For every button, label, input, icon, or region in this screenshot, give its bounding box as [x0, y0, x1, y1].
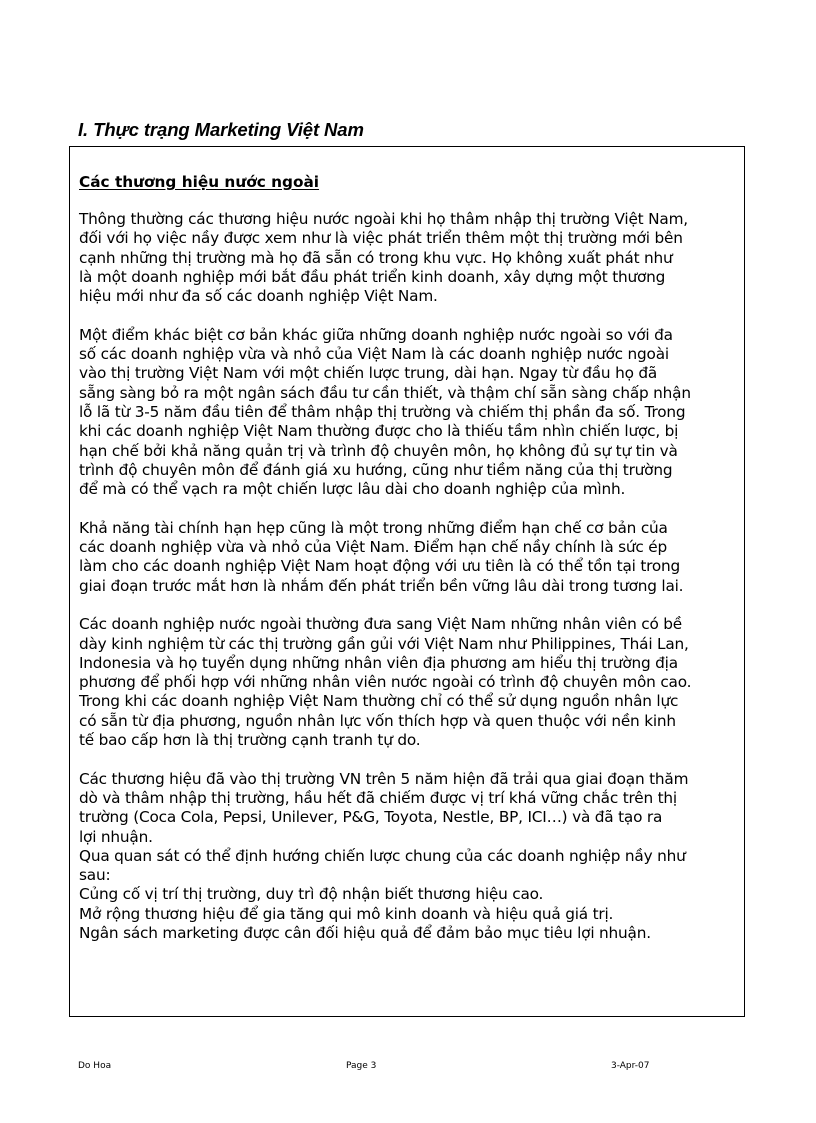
- content-box: [69, 146, 745, 1017]
- text-line: có sẵn từ địa phương, nguồn nhân lực vốn thích hợp và quen thuộc với nền kinh: [79, 711, 676, 730]
- text-line: Thông thường các thương hiệu nước ngoài khi họ thâm nhập thị trường Việt Nam,: [79, 210, 688, 228]
- paragraph-4: [79, 615, 741, 750]
- text-line: Các thương hiệu đã vào thị trường VN trên 5 năm hiện đã trải qua giai đoạn thăm: [79, 769, 689, 788]
- text-line: cạnh những thị trường mà họ đã sẵn có trong khu vực. Họ không xuất phát như: [79, 248, 673, 267]
- text-line: giai đoạn trước mắt hơn là nhắm đến phát triển bền vững lâu dài trong tương lai.: [79, 576, 684, 595]
- paragraph-2: [79, 326, 741, 500]
- text-line: các doanh nghiệp vừa và nhỏ của Việt Nam. Điểm hạn chế nầy chính là sức ép: [79, 538, 668, 557]
- text-line: dò và thâm nhập thị trường, hầu hết đã chiếm được vị trí khá vững chắc trên thị: [79, 788, 677, 807]
- text-line: Các doanh nghiệp nước ngoài thường đưa sang Việt Nam những nhân viên có bề: [79, 615, 683, 634]
- text-line: làm cho các doanh nghiệp Việt Nam hoạt động với ưu tiên là có thể tồn tại trong: [79, 557, 681, 576]
- text-line: là một doanh nghiệp mới bắt đầu phát triển kinh doanh, xây dựng một thương: [79, 267, 666, 286]
- paragraph-1: [79, 210, 741, 306]
- text-line: lợi nhuận.: [79, 827, 153, 846]
- text-line: để mà có thể vạch ra một chiến lược lâu dài cho doanh nghiệp của mình.: [79, 480, 626, 499]
- footer-author: Do Hoa: [78, 1061, 112, 1071]
- text-line: Một điểm khác biệt cơ bản khác giữa những doanh nghiệp nước ngoài so với đa: [79, 325, 673, 344]
- text-line: vào thị trường Việt Nam với một chiến lược trung, dài hạn. Ngay từ đầu họ đã: [79, 364, 658, 383]
- footer-date: 3-Apr-07: [611, 1061, 650, 1071]
- text-line: hiệu mới như đa số các doanh nghiệp Việt Nam.: [79, 287, 438, 306]
- text-line: sau:: [79, 866, 111, 885]
- text-line: tế bao cấp hơn là thị trường cạnh tranh tự do.: [79, 731, 421, 750]
- section-heading: Các thương hiệu nước ngoài: [79, 173, 320, 191]
- text-line: Trong khi các doanh nghiệp Việt Nam thường chỉ có thể sử dụng nguồn nhân lực: [79, 692, 679, 711]
- text-line: trình độ chuyên môn để đánh giá xu hướng, cũng như tiềm năng của thị trường: [79, 460, 673, 479]
- text-line: Ngân sách marketing được cân đối hiệu quả để đảm bảo mục tiêu lợi nhuận.: [79, 923, 651, 942]
- text-line: Qua quan sát có thể định hướng chiến lược chung của các doanh nghiệp nầy như: [79, 846, 686, 865]
- paragraph-3: [79, 519, 741, 596]
- text-line: Khả năng tài chính hạn hẹp cũng là một trong những điểm hạn chế cơ bản của: [79, 518, 668, 537]
- text-line: số các doanh nghiệp vừa và nhỏ của Việt Nam là các doanh nghiệp nước ngoài: [79, 345, 669, 364]
- text-line: đối với họ việc nầy được xem như là việc phát triển thêm một thị trường mới bên: [79, 229, 683, 248]
- text-line: hạn chế bởi khả năng quản trị và trình độ chuyên môn, họ không đủ sự tự tin và: [79, 441, 678, 460]
- paragraph-5: [79, 770, 741, 944]
- text-line: lỗ lã từ 3-5 năm đầu tiên để thâm nhập thị trường và chiếm thị phần đa số. Trong: [79, 402, 686, 421]
- text-line: Củng cố vị trí thị trường, duy trì độ nhận biết thương hiệu cao.: [79, 885, 544, 904]
- text-line: sẵng sàng bỏ ra một ngân sách đầu tư cần thiết, và thậm chí sẵn sàng chấp nhận: [79, 383, 691, 402]
- text-line: Indonesia và họ tuyển dụng những nhân viên địa phương am hiểu thị trường địa: [79, 653, 678, 672]
- text-line: khi các doanh nghiệp Việt Nam thường được cho là thiếu tầm nhìn chiến lược, bị: [79, 422, 679, 441]
- text-line: phương để phối hợp với những nhân viên nước ngoài có trình độ chuyên môn cao.: [79, 673, 692, 692]
- body-text: [79, 210, 741, 943]
- text-line: trường (Coca Cola, Pepsi, Unilever, P&G, Toyota, Nestle, BP, ICI…) và đã tạo ra: [79, 808, 663, 827]
- text-line: dày kinh nghiệm từ các thị trường gần gủi với Việt Nam như Philippines, Thái Lan,: [79, 634, 689, 653]
- page-title: I. Thực trạng Marketing Việt Nam: [78, 119, 364, 140]
- footer-page-number: Page 3: [346, 1061, 377, 1071]
- text-line: Mở rộng thương hiệu để gia tăng qui mô kinh doanh và hiệu quả giá trị.: [79, 904, 614, 923]
